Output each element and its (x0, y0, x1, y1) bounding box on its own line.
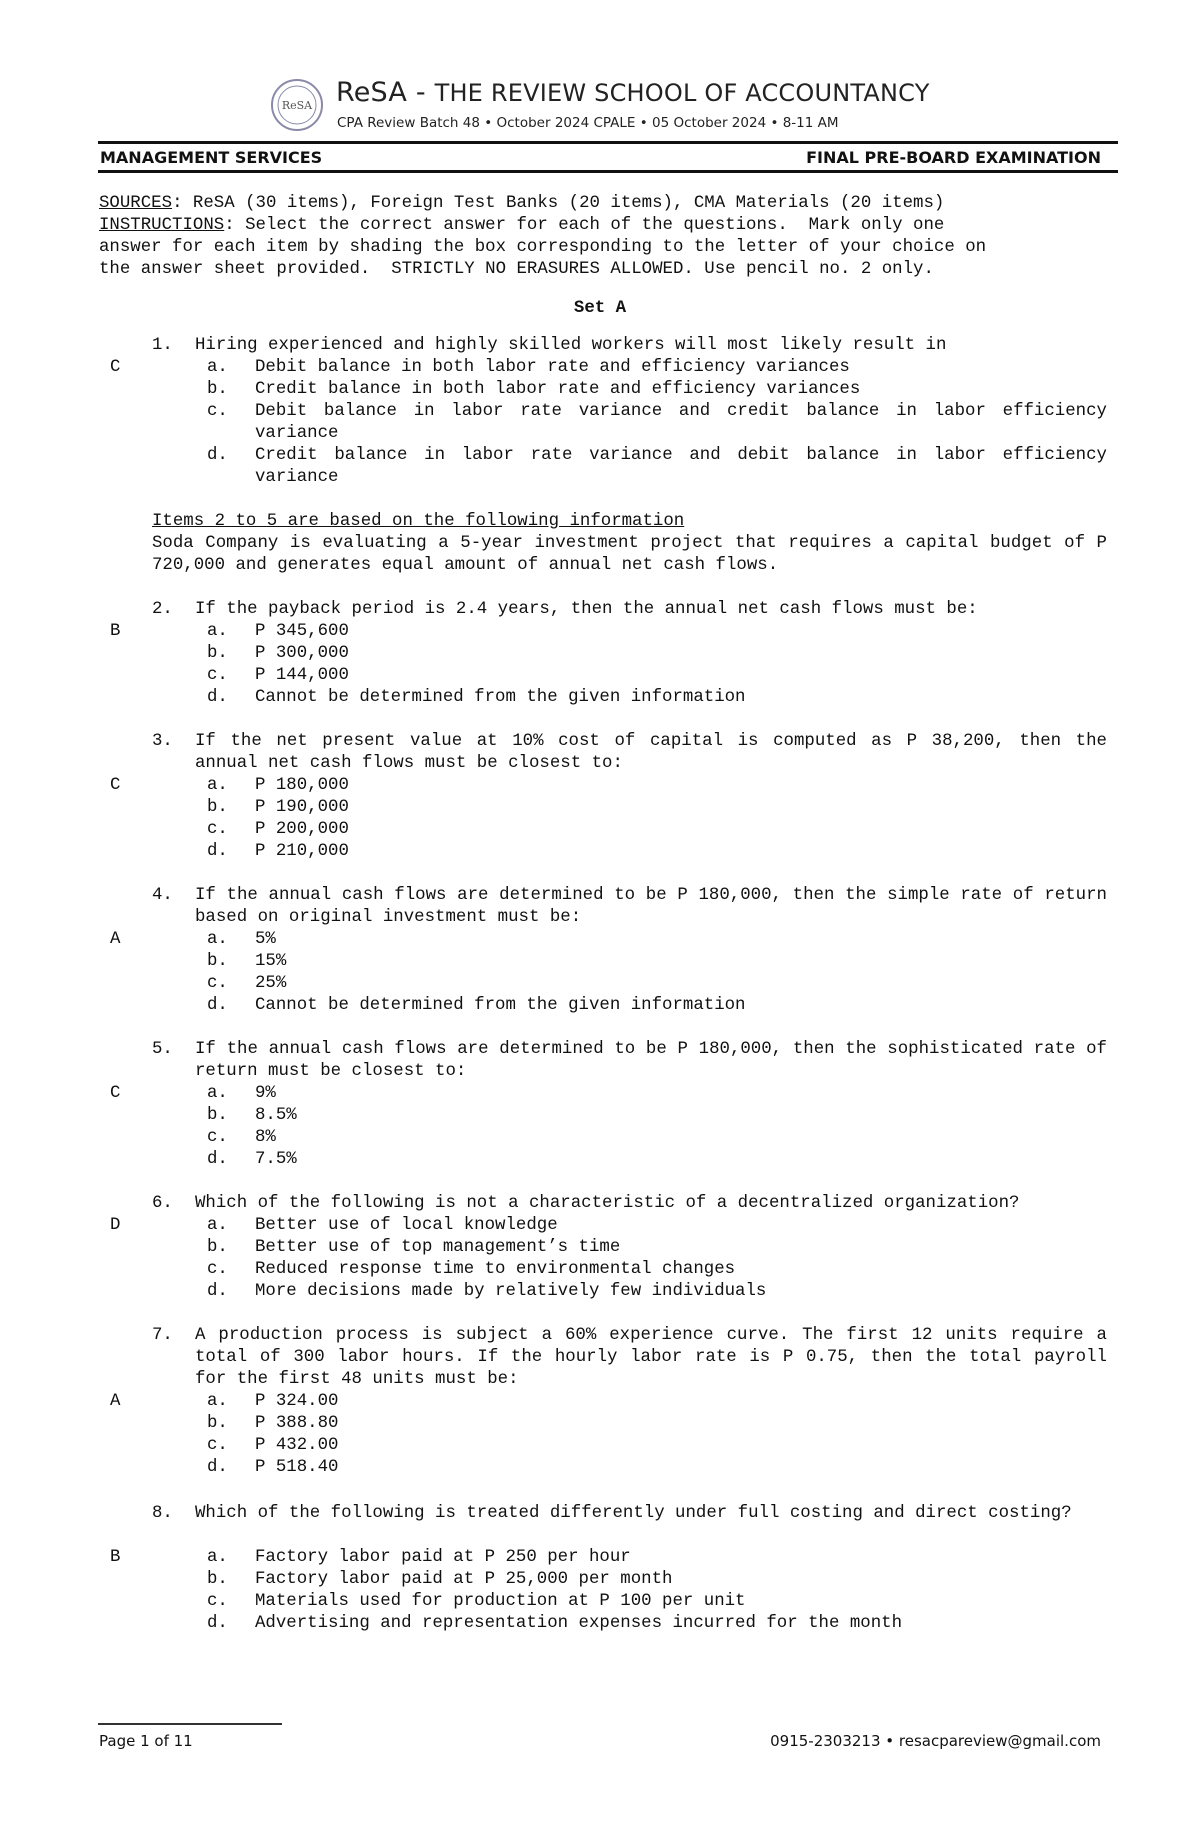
option-letter: b. (207, 1238, 228, 1257)
option-letter: c. (207, 1128, 228, 1147)
question-3-answer: C (110, 776, 121, 795)
question-1-number: 1. (152, 336, 173, 355)
option-letter: b. (207, 952, 228, 971)
option-letter: a. (207, 1392, 228, 1411)
option-text: Debit balance in both labor rate and efficiency variances (255, 358, 850, 377)
question-1-text: Hiring experienced and highly skilled workers will most likely result in (195, 336, 947, 355)
option-letter: b. (207, 798, 228, 817)
option-letter: b. (207, 1106, 228, 1125)
question-8-text: Which of the following is treated differently under full costing and direct costing? (195, 1504, 1072, 1523)
set-title: Set A (573, 299, 627, 318)
option-text: P 144,000 (255, 666, 349, 685)
option-text: P 324.00 (255, 1392, 339, 1411)
option-text: 9% (255, 1084, 276, 1103)
question-4-answer: A (110, 930, 121, 949)
option-letter: c. (207, 1592, 228, 1611)
instructions-line-3: the answer sheet provided. STRICTLY NO ERASURES ALLOWED. Use pencil no. 2 only. (99, 260, 934, 279)
option-text: 7.5% (255, 1150, 297, 1169)
option-text: P 388.80 (255, 1414, 339, 1433)
question-5-answer: C (110, 1084, 121, 1103)
question-5-number: 5. (152, 1040, 173, 1059)
page-number: Page 1 of 11 (99, 1732, 193, 1750)
option-letter: a. (207, 1548, 228, 1567)
school-title (336, 77, 930, 108)
question-2-text: If the payback period is 2.4 years, then the annual net cash flows must be: (195, 600, 978, 619)
footer-contact: 0915-2303213 • resacpareview@gmail.com (770, 1732, 1101, 1750)
option-text: 5% (255, 930, 276, 949)
option-text: 15% (255, 952, 287, 971)
question-8-number: 8. (152, 1504, 173, 1523)
option-letter: d. (207, 1150, 228, 1169)
question-7-text: A production process is subject a 60% experience curve. The first 12 units require a total of 300 labor hours. If the hourly labor rate is P 0.75, then the total payroll for the first 48 units must be: (195, 1326, 1107, 1389)
option-letter: a. (207, 622, 228, 641)
option-letter: b. (207, 380, 228, 399)
question-7-answer: A (110, 1392, 121, 1411)
option-text: Cannot be determined from the given information (255, 688, 746, 707)
question-7-number: 7. (152, 1326, 173, 1345)
question-2-number: 2. (152, 600, 173, 619)
question-2-answer: B (110, 622, 121, 641)
instructions-line-1 (99, 215, 1107, 237)
option-text: P 200,000 (255, 820, 349, 839)
option-text: Advertising and representation expenses incurred for the month (255, 1614, 903, 1633)
option-letter: c. (207, 402, 228, 421)
option-letter: a. (207, 358, 228, 377)
option-letter: a. (207, 776, 228, 795)
exam-title: FINAL PRE-BOARD EXAMINATION (806, 148, 1101, 167)
question-4-text: If the annual cash flows are determined to be P 180,000, then the simple rate of return based on original investment must be: (195, 886, 1107, 927)
option-letter: d. (207, 842, 228, 861)
option-letter: c. (207, 820, 228, 839)
option-letter: c. (207, 666, 228, 685)
sources-label: SOURCES (99, 194, 173, 213)
school-name: THE REVIEW SCHOOL OF ACCOUNTANCY (434, 79, 930, 107)
school-seal-logo (270, 78, 324, 132)
question-6-number: 6. (152, 1194, 173, 1213)
option-text: Materials used for production at P 100 per unit (255, 1592, 746, 1611)
sources-line (99, 193, 1107, 215)
option-text: 8.5% (255, 1106, 297, 1125)
option-text: Better use of top management’s time (255, 1238, 621, 1257)
instructions-line-2: answer for each item by shading the box corresponding to the letter of your choice on (99, 238, 987, 257)
option-text: Cannot be determined from the given information (255, 996, 746, 1015)
option-letter: b. (207, 1570, 228, 1589)
subject-label: MANAGEMENT SERVICES (100, 148, 323, 167)
option-letter: a. (207, 930, 228, 949)
option-text: P 210,000 (255, 842, 349, 861)
option-text: Factory labor paid at P 250 per hour (255, 1548, 631, 1567)
option-text: Credit balance in both labor rate and efficiency variances (255, 380, 861, 399)
option-text: Credit balance in labor rate variance and debit balance in labor efficiency variance (255, 446, 1107, 487)
option-letter: c. (207, 1436, 228, 1455)
header-bottom-rule (98, 170, 1118, 173)
option-letter: d. (207, 446, 228, 465)
option-text: P 190,000 (255, 798, 349, 817)
question-6-answer: D (110, 1216, 121, 1235)
footer-rule (98, 1723, 282, 1725)
school-subline: CPA Review Batch 48 • October 2024 CPALE • 05 October 2024 • 8-11 AM (337, 115, 839, 131)
option-text: P 180,000 (255, 776, 349, 795)
option-text: 25% (255, 974, 287, 993)
option-text: P 432.00 (255, 1436, 339, 1455)
option-text: P 345,600 (255, 622, 349, 641)
option-letter: d. (207, 1458, 228, 1477)
info-heading: Items 2 to 5 are based on the following information (152, 512, 685, 531)
instructions-text-1: : Select the correct answer for each of the questions. Mark only one (224, 216, 945, 235)
question-5-text: If the annual cash flows are determined to be P 180,000, then the sophisticated rate of return must be closest to: (195, 1040, 1107, 1081)
option-text: Reduced response time to environmental changes (255, 1260, 736, 1279)
question-1-answer: C (110, 358, 121, 377)
option-letter: b. (207, 1414, 228, 1433)
option-letter: d. (207, 996, 228, 1015)
option-letter: d. (207, 1282, 228, 1301)
question-4-number: 4. (152, 886, 173, 905)
option-text: Better use of local knowledge (255, 1216, 558, 1235)
option-letter: c. (207, 974, 228, 993)
option-letter: c. (207, 1260, 228, 1279)
option-letter: a. (207, 1084, 228, 1103)
option-text: P 518.40 (255, 1458, 339, 1477)
option-letter: d. (207, 688, 228, 707)
sources-text: : ReSA (30 items), Foreign Test Banks (20 items), CMA Materials (20 items) (172, 194, 945, 213)
question-3-number: 3. (152, 732, 173, 751)
option-letter: a. (207, 1216, 228, 1235)
option-text: P 300,000 (255, 644, 349, 663)
option-text: Debit balance in labor rate variance and credit balance in labor efficiency variance (255, 402, 1107, 443)
option-letter: d. (207, 1614, 228, 1633)
option-text: More decisions made by relatively few individuals (255, 1282, 767, 1301)
instructions-label: INSTRUCTIONS (99, 216, 225, 235)
question-3-text: If the net present value at 10% cost of capital is computed as P 38,200, then the annual net cash flows must be closest to: (195, 732, 1107, 773)
option-text: 8% (255, 1128, 276, 1147)
info-text: Soda Company is evaluating a 5-year investment project that requires a capital budget of P 720,000 and generates equal amount of annual net cash flows. (152, 534, 1107, 575)
question-8-answer: B (110, 1548, 121, 1567)
option-text: Factory labor paid at P 25,000 per month (255, 1570, 673, 1589)
header-top-rule (98, 141, 1118, 144)
question-6-text: Which of the following is not a characteristic of a decentralized organization? (195, 1194, 1020, 1213)
logo-text: ReSA (281, 99, 313, 112)
option-letter: b. (207, 644, 228, 663)
school-prefix: ReSA - (336, 77, 435, 108)
